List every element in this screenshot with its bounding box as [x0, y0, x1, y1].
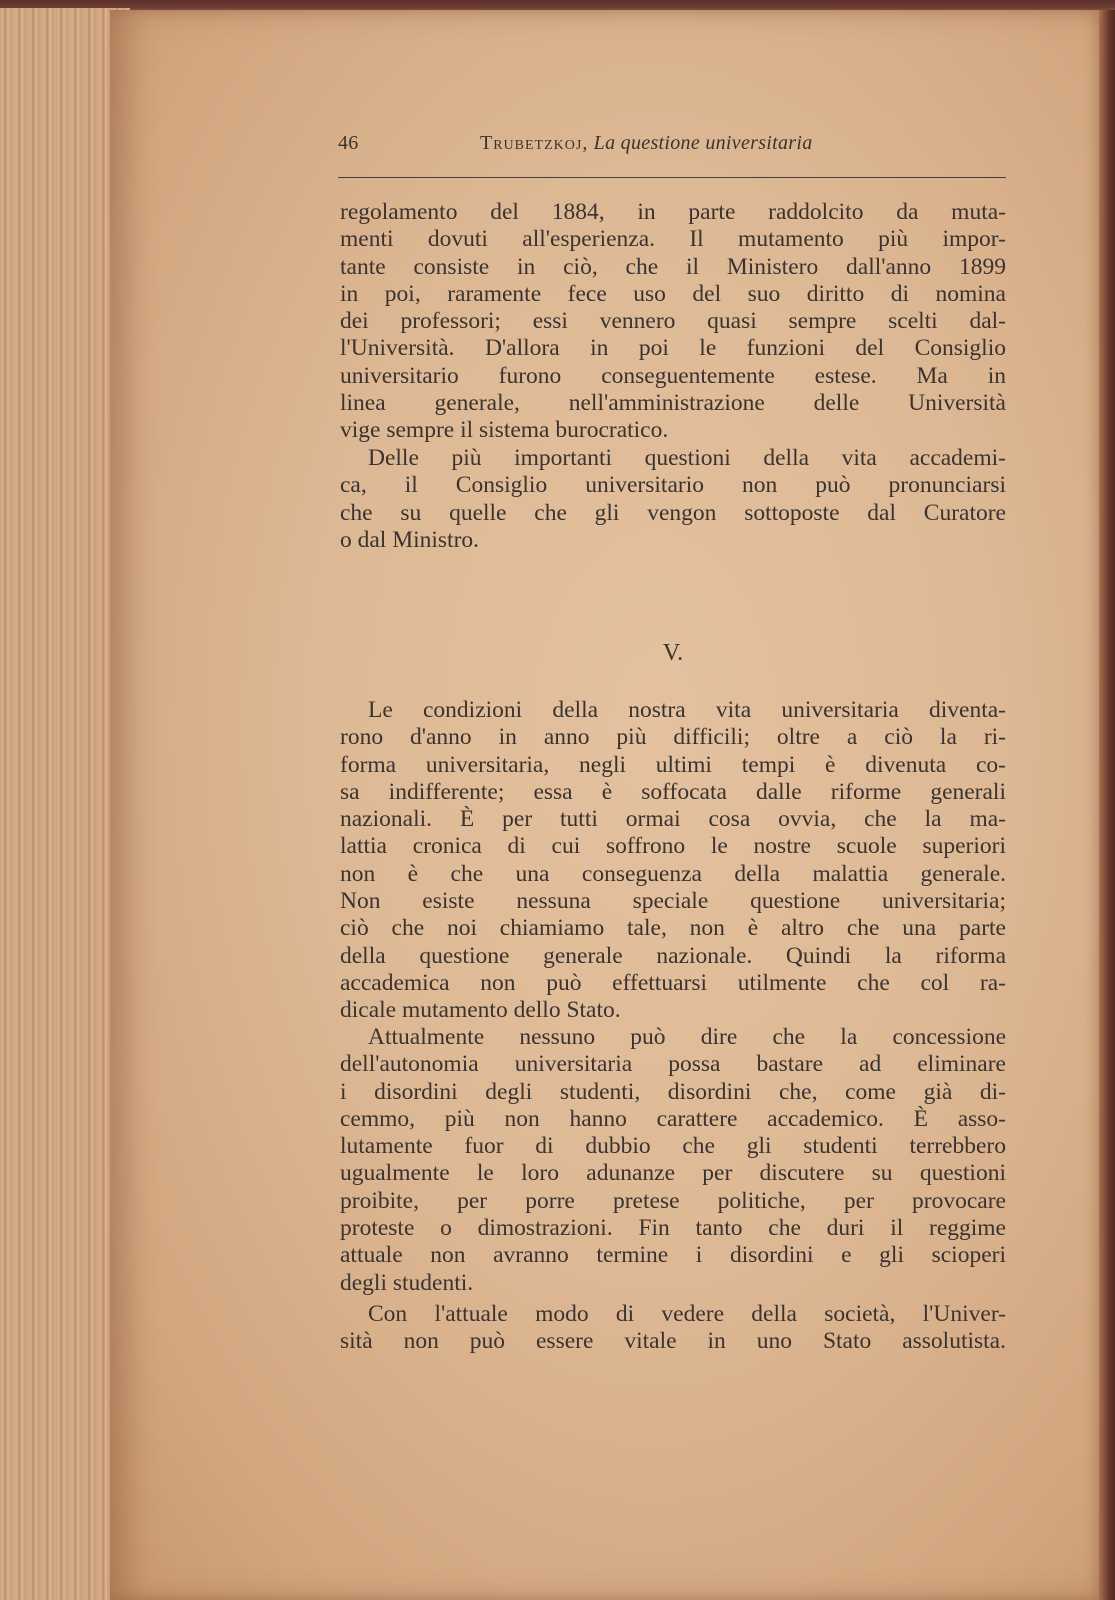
- text-line: della questione generale nazionale. Quindi la riforma: [340, 942, 1006, 969]
- text-line: che su quelle che gli vengon sottoposte dal Curatore: [340, 499, 1006, 526]
- text-line: rono d'anno in anno più difficili; oltre a ciò la ri-: [340, 724, 1006, 751]
- running-head-title: La questione universitaria: [593, 132, 813, 154]
- text-line: cemmo, più non hanno carattere accademico. È asso-: [340, 1105, 1006, 1132]
- text-line: lutamente fuor di dubbio che gli studenti terrebbero: [340, 1133, 1006, 1160]
- running-head-author: Trubetzkoj,: [480, 132, 589, 154]
- text-line: ca, il Consiglio universitario non può pronunciarsi: [340, 472, 1006, 499]
- paragraph-2: [340, 445, 1006, 554]
- paragraph-3: [340, 697, 1006, 1025]
- text-line: accademica non può effettuarsi utilmente che col ra-: [340, 969, 1006, 996]
- section-heading: V.: [662, 640, 684, 666]
- text-line: Non esiste nessuna speciale questione universitaria;: [340, 888, 1006, 915]
- text-line: dell'autonomia universitaria possa bastare ad eliminare: [340, 1051, 1006, 1078]
- paragraph-4: [340, 1024, 1006, 1297]
- text-line: ugualmente le loro adunanze per discutere su questioni: [340, 1160, 1006, 1187]
- text-line: Con l'attuale modo di vedere della società, l'Univer-: [368, 1301, 1006, 1327]
- text-line: nazionali. È per tutti ormai cosa ovvia, che la ma-: [340, 806, 1006, 833]
- text-line: linea generale, nell'amministrazione delle Università: [340, 390, 1006, 417]
- running-head: [338, 132, 1006, 160]
- running-head-text: [480, 132, 813, 155]
- paragraph-1: [340, 199, 1006, 445]
- book-binding-right: [1099, 10, 1115, 1600]
- text-line: tante consiste in ciò, che il Ministero dall'anno 1899: [340, 253, 1006, 280]
- text-line: proteste o dimostrazioni. Fin tanto che duri il reggime: [340, 1215, 1006, 1242]
- text-line: l'Università. D'allora in poi le funzioni del Consiglio: [340, 335, 1006, 362]
- text-line: menti dovuti all'esperienza. Il mutamento più impor-: [340, 226, 1006, 253]
- text-line: non è che una conseguenza della malattia generale.: [340, 860, 1006, 887]
- text-line: in poi, raramente fece uso del suo diritto di nomina: [340, 280, 1006, 307]
- text-line: ciò che noi chiamiamo tale, non è altro che una parte: [340, 915, 1006, 942]
- text-line: Delle più importanti questioni della vita accademi-: [368, 445, 1006, 471]
- text-line: dei professori; essi vennero quasi sempre scelti dal-: [340, 308, 1006, 335]
- text-line: Attualmente nessuno può dire che la concessione: [368, 1024, 1006, 1050]
- text-line: sità non può essere vitale in uno Stato assolutista.: [340, 1328, 1006, 1355]
- text-line: o dal Ministro.: [340, 526, 480, 553]
- text-line: forma universitaria, negli ultimi tempi è divenuta co-: [340, 751, 1006, 778]
- header-rule: [338, 177, 1006, 178]
- text-line: universitario furono conseguentemente estese. Ma in: [340, 362, 1006, 389]
- text-line: degli studenti.: [340, 1269, 474, 1296]
- text-line: Le condizioni della nostra vita universitaria diventa-: [368, 697, 1006, 723]
- text-line: i disordini degli studenti, disordini che, come già di-: [340, 1078, 1006, 1105]
- text-line: proibite, per porre pretese politiche, per provocare: [340, 1187, 1006, 1214]
- text-line: attuale non avranno termine i disordini e gli scioperi: [340, 1242, 1006, 1269]
- text-line: sa indifferente; essa è soffocata dalle riforme generali: [340, 778, 1006, 805]
- text-line: dicale mutamento dello Stato.: [340, 997, 621, 1024]
- text-line: regolamento del 1884, in parte raddolcito da muta-: [340, 199, 1006, 225]
- paragraph-5: [340, 1301, 1006, 1356]
- text-line: lattia cronica di cui soffrono le nostre scuole superiori: [340, 833, 1006, 860]
- page-number: 46: [338, 132, 359, 154]
- text-line: vige sempre il sistema burocratico.: [340, 417, 669, 444]
